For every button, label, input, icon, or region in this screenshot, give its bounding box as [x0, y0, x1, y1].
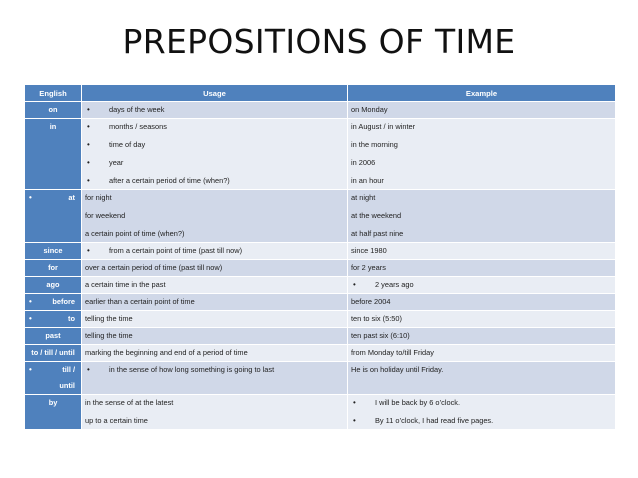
- table-row: [25, 362, 616, 395]
- cell-text: ten past six (6:10): [351, 331, 410, 340]
- table-row: [25, 243, 616, 260]
- cell-line: [351, 122, 612, 140]
- cell-text: from Monday to/till Friday: [351, 348, 434, 357]
- example-cell: [348, 102, 616, 119]
- cell-text: a certain point of time (when?): [85, 229, 185, 238]
- usage-cell: [82, 345, 348, 362]
- cell-text: telling the time: [85, 314, 133, 323]
- header-english: English: [25, 85, 82, 102]
- table-row: [25, 119, 616, 190]
- preposition-line: [27, 297, 79, 307]
- usage-cell: [82, 190, 348, 243]
- header-example: Example: [348, 85, 616, 102]
- bullet-icon: [85, 122, 109, 132]
- usage-cell: [82, 119, 348, 190]
- usage-cell: [82, 311, 348, 328]
- preposition-line: [27, 122, 79, 132]
- cell-text: in the morning: [351, 140, 398, 149]
- cell-line: [85, 246, 344, 256]
- example-cell: [348, 362, 616, 395]
- example-cell: [348, 119, 616, 190]
- cell-text: earlier than a certain point of time: [85, 297, 195, 306]
- slide-title: PREPOSITIONS OF TIME: [122, 22, 516, 61]
- cell-line: [351, 246, 612, 256]
- preposition-cell: [25, 277, 82, 294]
- cell-text: on Monday: [351, 105, 388, 114]
- cell-line: [351, 348, 612, 358]
- cell-text: in August / in winter: [351, 122, 416, 131]
- preposition-text: to: [68, 314, 75, 323]
- cell-line: [351, 331, 612, 341]
- example-cell: [348, 395, 616, 430]
- prepositions-table: [24, 84, 616, 430]
- cell-text: telling the time: [85, 331, 133, 340]
- example-cell: [348, 243, 616, 260]
- preposition-text: to / till / until: [31, 348, 75, 357]
- cell-line: [351, 193, 612, 211]
- preposition-cell: [25, 311, 82, 328]
- usage-cell: [82, 102, 348, 119]
- cell-line: [85, 176, 344, 186]
- cell-line: [85, 158, 344, 176]
- preposition-text: on: [48, 105, 58, 114]
- example-cell: [348, 311, 616, 328]
- preposition-line: [27, 314, 79, 324]
- example-cell: [348, 345, 616, 362]
- preposition-cell: [25, 260, 82, 277]
- usage-cell: [82, 260, 348, 277]
- cell-text: 2 years ago: [375, 280, 414, 289]
- preposition-text: for: [48, 263, 58, 272]
- preposition-cell: [25, 345, 82, 362]
- header-usage: Usage: [82, 85, 348, 102]
- table-row: [25, 311, 616, 328]
- table-row: [25, 102, 616, 119]
- cell-text: in 2006: [351, 158, 376, 167]
- cell-text: for night: [85, 193, 112, 202]
- bullet-icon: [27, 365, 45, 375]
- cell-line: [85, 331, 344, 341]
- preposition-cell: [25, 362, 82, 395]
- preposition-cell: [25, 119, 82, 190]
- preposition-text: past: [45, 331, 61, 340]
- preposition-cell: [25, 328, 82, 345]
- cell-text: before 2004: [351, 297, 391, 306]
- example-cell: [348, 260, 616, 277]
- cell-line: [351, 297, 612, 307]
- table-row: [25, 260, 616, 277]
- cell-text: By 11 o’clock, I had read five pages.: [375, 416, 494, 425]
- bullet-icon: [85, 105, 109, 115]
- preposition-cell: [25, 243, 82, 260]
- preposition-line: [27, 246, 79, 256]
- usage-cell: [82, 277, 348, 294]
- cell-line: [85, 297, 344, 307]
- bullet-icon: [351, 416, 375, 426]
- bullet-icon: [27, 314, 45, 324]
- cell-line: [85, 416, 344, 426]
- example-cell: [348, 328, 616, 345]
- example-cell: [348, 190, 616, 243]
- table-row: [25, 345, 616, 362]
- bullet-icon: [85, 176, 109, 186]
- preposition-text: before: [52, 297, 75, 306]
- preposition-text: ago: [46, 280, 60, 289]
- cell-line: [351, 263, 612, 273]
- cell-line: [85, 105, 344, 115]
- cell-line: [85, 280, 344, 290]
- cell-text: year: [109, 158, 124, 167]
- bullet-icon: [85, 158, 109, 168]
- cell-line: [85, 314, 344, 324]
- example-cell: [348, 277, 616, 294]
- cell-line: [85, 263, 344, 273]
- cell-line: [351, 140, 612, 158]
- preposition-text: until: [59, 381, 75, 390]
- bullet-icon: [85, 140, 109, 150]
- cell-text: months / seasons: [109, 122, 167, 131]
- cell-text: in the sense of at the latest: [85, 398, 174, 407]
- preposition-line: [27, 263, 79, 273]
- cell-line: [85, 365, 344, 375]
- cell-text: over a certain period of time (past till now): [85, 263, 223, 272]
- usage-cell: [82, 328, 348, 345]
- usage-cell: [82, 243, 348, 260]
- preposition-text: at: [68, 193, 75, 202]
- table-body: [25, 102, 616, 430]
- preposition-cell: [25, 102, 82, 119]
- cell-text: at half past nine: [351, 229, 404, 238]
- preposition-line: [27, 105, 79, 115]
- example-cell: [348, 294, 616, 311]
- bullet-icon: [27, 193, 45, 203]
- preposition-line: [27, 348, 79, 358]
- cell-line: [85, 398, 344, 416]
- bullet-icon: [85, 246, 109, 256]
- preposition-cell: [25, 395, 82, 430]
- cell-line: [85, 122, 344, 140]
- cell-line: [351, 105, 612, 115]
- cell-text: I will be back by 6 o’clock.: [375, 398, 461, 407]
- cell-line: [351, 158, 612, 176]
- cell-line: [351, 229, 612, 239]
- preposition-cell: [25, 294, 82, 311]
- bullet-icon: [27, 297, 45, 307]
- cell-text: at the weekend: [351, 211, 402, 220]
- bullet-icon: [85, 365, 109, 375]
- usage-cell: [82, 294, 348, 311]
- table-row: [25, 190, 616, 243]
- preposition-line: [27, 280, 79, 290]
- preposition-line: [27, 381, 79, 391]
- usage-cell: [82, 395, 348, 430]
- cell-line: [85, 229, 344, 239]
- preposition-text: since: [43, 246, 63, 255]
- cell-text: since 1980: [351, 246, 387, 255]
- cell-text: at night: [351, 193, 376, 202]
- cell-text: a certain time in the past: [85, 280, 166, 289]
- table-row: [25, 395, 616, 430]
- cell-text: for 2 years: [351, 263, 386, 272]
- cell-line: [351, 211, 612, 229]
- cell-line: [351, 416, 612, 426]
- cell-text: ten to six (5:50): [351, 314, 402, 323]
- cell-text: days of the week: [109, 105, 165, 114]
- cell-text: after a certain period of time (when?): [109, 176, 230, 185]
- cell-text: from a certain point of time (past till now): [109, 246, 243, 255]
- cell-line: [85, 193, 344, 211]
- cell-line: [351, 176, 612, 186]
- preposition-line: [27, 331, 79, 341]
- cell-text: for weekend: [85, 211, 126, 220]
- cell-line: [85, 211, 344, 229]
- cell-text: marking the beginning and end of a period of time: [85, 348, 248, 357]
- cell-line: [351, 314, 612, 324]
- bullet-icon: [351, 280, 375, 290]
- cell-text: in an hour: [351, 176, 384, 185]
- preposition-cell: [25, 190, 82, 243]
- cell-text: He is on holiday until Friday.: [351, 365, 444, 374]
- preposition-line: [27, 365, 79, 375]
- preposition-line: [27, 193, 79, 203]
- preposition-text: till /: [62, 365, 75, 374]
- cell-line: [351, 398, 612, 416]
- bullet-icon: [351, 398, 375, 408]
- cell-line: [85, 348, 344, 358]
- table-row: [25, 294, 616, 311]
- cell-text: up to a certain time: [85, 416, 148, 425]
- cell-line: [351, 365, 612, 375]
- cell-text: in the sense of how long something is going to last: [109, 365, 275, 374]
- usage-cell: [82, 362, 348, 395]
- table-row: [25, 328, 616, 345]
- cell-line: [85, 140, 344, 158]
- preposition-text: in: [49, 122, 57, 131]
- table-row: [25, 277, 616, 294]
- header-row: [25, 85, 616, 102]
- cell-line: [351, 280, 612, 290]
- cell-text: time of day: [109, 140, 146, 149]
- preposition-line: [27, 398, 79, 408]
- preposition-text: by: [48, 398, 58, 407]
